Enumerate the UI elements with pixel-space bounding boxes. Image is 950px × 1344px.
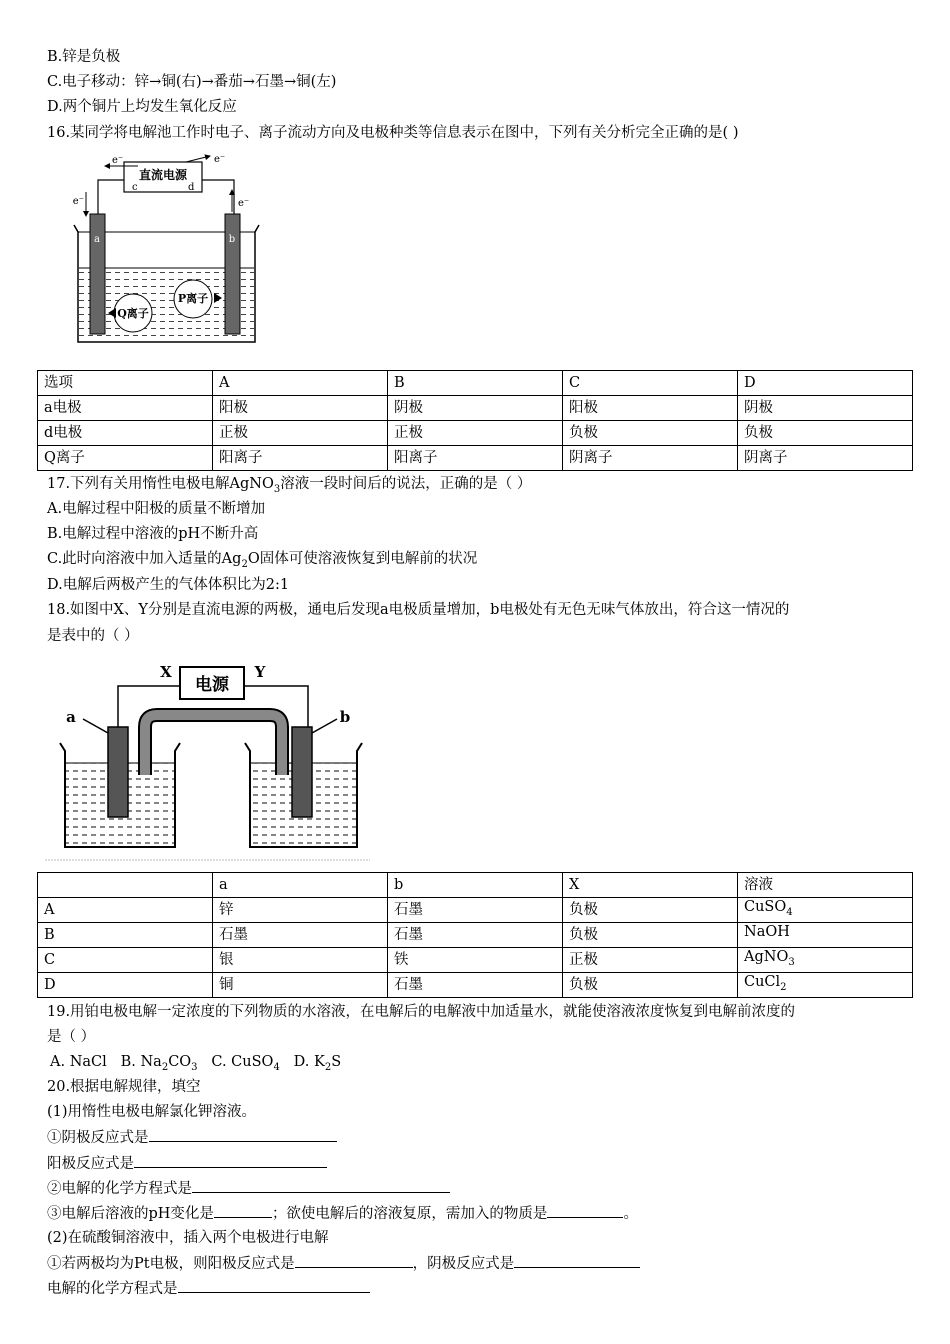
electron-label-top-left: e⁻ — [112, 155, 124, 166]
answer-blank[interactable] — [178, 1278, 370, 1293]
q19-option-c: C. CuSO$_4$ — [211, 1054, 280, 1073]
q17-option-b: B.电解过程中溶液的pH不断升高 — [47, 526, 259, 542]
table-cell: 阳离子 — [213, 446, 388, 471]
header-cell: D — [738, 371, 913, 396]
table-cell: 负极 — [563, 421, 738, 446]
q-ion-label: Q离子 — [117, 307, 149, 320]
q19-option-b: B. $Na_2CO_3$ — [120, 1054, 198, 1073]
y-terminal-label: Y — [254, 663, 266, 681]
header-cell: 溶液 — [738, 873, 913, 898]
electron-label-top-right: e⁻ — [214, 154, 226, 165]
table-cell: a电极 — [38, 396, 213, 421]
table-row — [38, 948, 913, 973]
table-cell: 正极 — [563, 948, 738, 973]
q15-option-c: C.电子移动：锌→铜(右)→番茄→石墨→铜(左) — [47, 74, 337, 90]
q19-stem-line1: 19.用铂电极电解一定浓度的下列物质的水溶液，在电解后的电解液中加适量水，就能使溶液浓度恢复到电解前浓度的 — [47, 1004, 796, 1020]
solution-cell: NaOH — [738, 923, 913, 948]
table-row — [38, 421, 913, 446]
answer-blank[interactable] — [514, 1253, 640, 1268]
table-row — [38, 973, 913, 998]
q18-stem-line1: 18.如图中X、Y分别是直流电源的两极，通电后发现a电极质量增加，b电极处有无色无味气体放出，符合这一情况的 — [47, 602, 790, 618]
table-cell: C — [38, 948, 213, 973]
solution-cell: CuSO$_4$ — [738, 898, 913, 923]
table-row — [38, 898, 913, 923]
q16-stem: 16.某同学将电解池工作时电子、离子流动方向及电极种类等信息表示在图中，下列有关分析完全正确的是( ) — [47, 125, 739, 141]
table-cell: 铜 — [213, 973, 388, 998]
q19-options — [50, 1052, 341, 1078]
table-cell: 正极 — [213, 421, 388, 446]
table-row — [38, 446, 913, 471]
table-cell: d电极 — [38, 421, 213, 446]
q19-option-d: D. $K_2S$ — [293, 1054, 342, 1073]
electrode-a — [90, 214, 105, 334]
q16-electrolysis-diagram — [60, 150, 280, 355]
q20-part1-equation: ②电解的化学方程式是 — [47, 1178, 450, 1199]
q16-options-table — [37, 370, 913, 471]
table-header-row — [38, 873, 913, 898]
fig18-electrode-b — [292, 727, 312, 817]
table-cell: 银 — [213, 948, 388, 973]
answer-blank[interactable] — [149, 1127, 337, 1142]
electrode-a-label: a — [94, 234, 100, 245]
header-cell: C — [563, 371, 738, 396]
q18-stem-line2: 是表中的（ ） — [47, 628, 139, 644]
x-terminal-label: X — [160, 663, 172, 681]
answer-blank[interactable] — [214, 1203, 272, 1218]
table-cell: 正极 — [388, 421, 563, 446]
q20-part2-pt: ①若两极均为Pt电极，则阳极反应式是 ，阴极反应式是 — [47, 1253, 640, 1274]
fig18-b-label: b — [339, 708, 351, 726]
table-cell: 石墨 — [388, 923, 563, 948]
table-cell: 阴离子 — [738, 446, 913, 471]
table-cell: 阳离子 — [388, 446, 563, 471]
header-cell: A — [213, 371, 388, 396]
electron-label-right: e⁻ — [238, 198, 250, 209]
q20-part1-ph: ③电解后溶液的pH变化是 ；欲使电解后的溶液复原，需加入的物质是 。 — [47, 1203, 638, 1224]
q17-option-d: D.电解后两极产生的气体体积比为2:1 — [47, 577, 290, 593]
electrode-b — [225, 214, 240, 334]
table-cell: 阴离子 — [563, 446, 738, 471]
header-cell: B — [388, 371, 563, 396]
table-cell: 阳极 — [213, 396, 388, 421]
q18-options-table — [37, 872, 913, 998]
answer-blank[interactable] — [192, 1178, 450, 1193]
answer-blank[interactable] — [547, 1203, 623, 1218]
answer-blank[interactable] — [295, 1253, 413, 1268]
table-header-row — [38, 371, 913, 396]
q19-option-a: A. NaCl — [50, 1054, 107, 1070]
header-cell: a — [213, 873, 388, 898]
header-cell: 选项 — [38, 371, 213, 396]
power-label: 直流电源 — [138, 168, 188, 182]
q20-part1-anode: 阳极反应式是 — [47, 1153, 327, 1174]
terminal-d: d — [188, 182, 195, 193]
q17-option-a: A.电解过程中阳极的质量不断增加 — [47, 501, 266, 517]
q19-stem-line2: 是（ ） — [47, 1029, 96, 1045]
fig18-power-label: 电源 — [195, 675, 229, 695]
table-cell: B — [38, 923, 213, 948]
q20-title: 20.根据电解规律，填空 — [47, 1079, 201, 1095]
q15-option-b: B.锌是负极 — [47, 49, 121, 65]
table-cell: A — [38, 898, 213, 923]
table-cell: 阴极 — [738, 396, 913, 421]
terminal-c: c — [132, 182, 138, 193]
table-cell: 负极 — [563, 898, 738, 923]
q20-part1-cathode: ①阴极反应式是 — [47, 1127, 337, 1148]
q20-part1: (1)用惰性电极电解氯化钾溶液。 — [47, 1104, 257, 1120]
q20-part2: (2)在硫酸铜溶液中，插入两个电极进行电解 — [47, 1230, 329, 1246]
fig18-a-label: a — [66, 708, 76, 726]
table-cell: 石墨 — [213, 923, 388, 948]
q20-part2-equation: 电解的化学方程式是 — [47, 1278, 370, 1299]
table-cell: 阴极 — [388, 396, 563, 421]
table-cell: D — [38, 973, 213, 998]
table-cell: 石墨 — [388, 973, 563, 998]
header-cell — [38, 873, 213, 898]
table-cell: 石墨 — [388, 898, 563, 923]
solution-cell: AgNO$_3$ — [738, 948, 913, 973]
electrode-b-label: b — [228, 234, 236, 245]
header-cell: X — [563, 873, 738, 898]
table-row — [38, 923, 913, 948]
table-cell: Q离子 — [38, 446, 213, 471]
q15-option-d: D.两个铜片上均发生氧化反应 — [47, 99, 237, 115]
table-cell: 负极 — [563, 923, 738, 948]
q17-stem: 17.下列有关用惰性电极电解AgNO$_3$溶液一段时间后的说法，正确的是（ ） — [47, 476, 532, 495]
electron-label-left: e⁻ — [72, 196, 84, 207]
table-cell: 阳极 — [563, 396, 738, 421]
p-ion-label: P离子 — [177, 292, 209, 305]
table-row — [38, 396, 913, 421]
q18-electrolysis-diagram — [45, 655, 375, 865]
table-cell: 锌 — [213, 898, 388, 923]
fig18-electrode-a — [108, 727, 128, 817]
q17-option-c: C.此时向溶液中加入适量的$Ag_2O$固体可使溶液恢复到电解前的状况 — [47, 551, 478, 570]
table-cell: 负极 — [563, 973, 738, 998]
header-cell: b — [388, 873, 563, 898]
table-cell: 负极 — [738, 421, 913, 446]
solution-cell: CuCl$_2$ — [738, 973, 913, 998]
table-cell: 铁 — [388, 948, 563, 973]
answer-blank[interactable] — [134, 1153, 327, 1168]
